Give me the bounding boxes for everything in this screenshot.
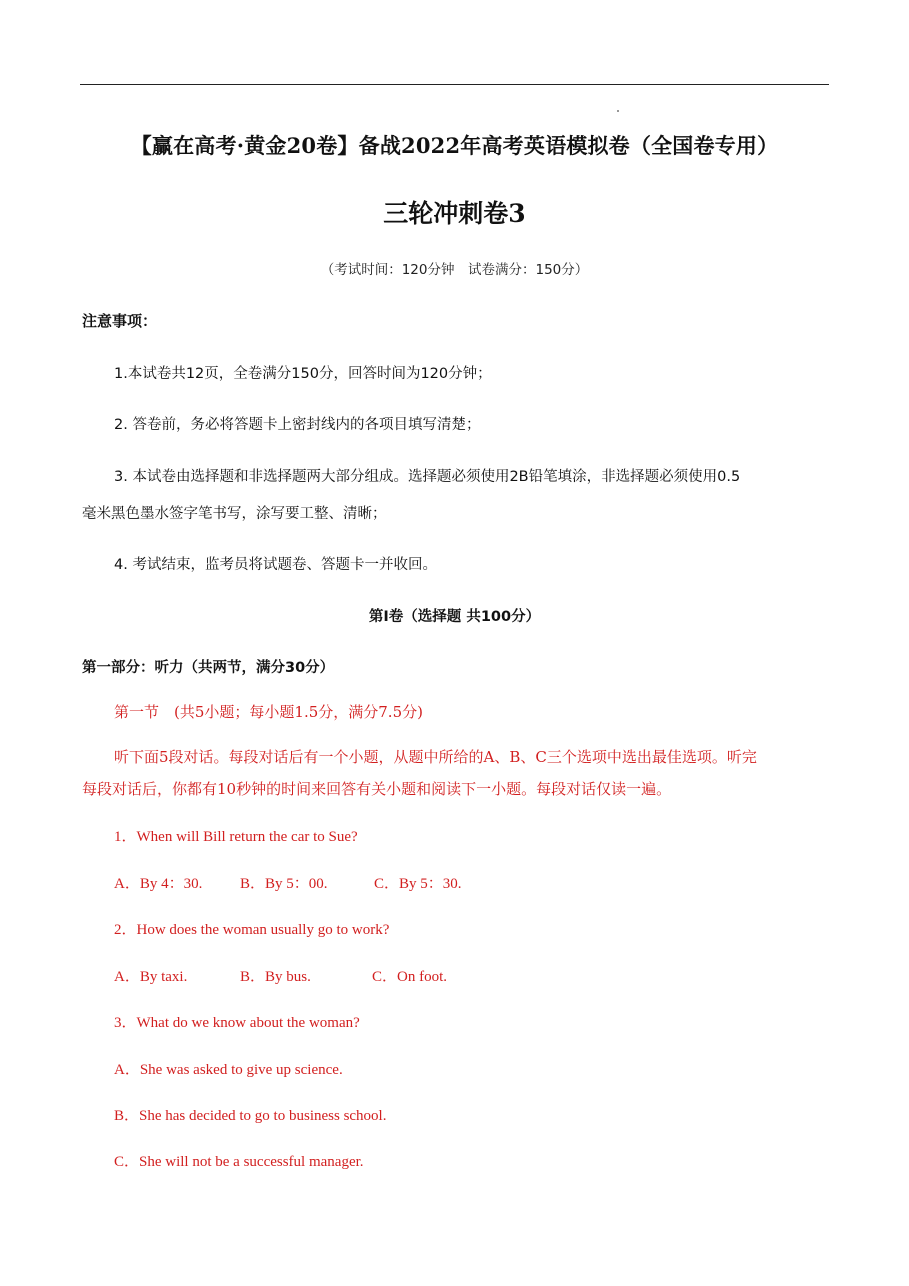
question-2-option-b: B．By bus. bbox=[240, 969, 311, 985]
instructions-line-1: 听下面5段对话。每段对话后有一个小题，从题中所给的A、B、C三个选项中选出最佳选项。听完 bbox=[114, 748, 757, 766]
header-rule bbox=[80, 84, 829, 85]
instructions-line-2: 每段对话后，你都有10秒钟的时间来回答有关小题和阅读下一小题。每段对话仅读一遍。 bbox=[82, 780, 672, 798]
question-2-option-a: A．By taxi. bbox=[114, 969, 188, 985]
question-3-option-c: C．She will not be a successful manager. bbox=[114, 1154, 364, 1170]
stray-mark bbox=[617, 110, 619, 112]
notes-heading: 注意事项： bbox=[82, 312, 158, 330]
question-1-option-b: B．By 5：00. bbox=[240, 876, 328, 892]
question-2-stem: 2．How does the woman usually go to work? bbox=[114, 922, 390, 938]
note-item-2: 2. 答卷前，务必将答题卡上密封线内的各项目填写清楚； bbox=[114, 417, 481, 433]
question-1-option-c: C．By 5：30. bbox=[374, 876, 462, 892]
part-title: 第一部分：听力（共两节，满分30分） bbox=[82, 660, 335, 676]
note-item-3-continued: 毫米黑色墨水签字笔书写，涂写要工整、清晰； bbox=[82, 506, 387, 522]
exam-info: （考试时间：120分钟 试卷满分：150分） bbox=[320, 262, 589, 278]
question-2-option-c: C．On foot. bbox=[372, 969, 448, 985]
document-title: 【赢在高考·黄金20卷】备战2022年高考英语模拟卷（全国卷专用） bbox=[130, 133, 779, 158]
note-item-1: 1.本试卷共12页，全卷满分150分，回答时间为120分钟； bbox=[114, 366, 492, 382]
question-3-option-b: B．She has decided to go to business school. bbox=[114, 1108, 387, 1124]
document-subtitle: 三轮冲刺卷3 bbox=[383, 199, 526, 228]
note-item-4: 4. 考试结束，监考员将试题卷、答题卡一并收回。 bbox=[114, 557, 437, 573]
volume-title: 第I卷（选择题 共100分） bbox=[368, 609, 541, 625]
question-1-option-a: A．By 4：30. bbox=[114, 876, 203, 892]
question-1-stem: 1．When will Bill return the car to Sue? bbox=[114, 829, 358, 845]
question-3-option-a: A．She was asked to give up science. bbox=[114, 1062, 343, 1078]
note-item-3: 3. 本试卷由选择题和非选择题两大部分组成。选择题必须使用2B铅笔填涂，非选择题必须使用0.5 bbox=[114, 469, 741, 485]
question-3-stem: 3．What do we know about the woman? bbox=[114, 1015, 360, 1031]
subsection-title: 第一节 (共5小题；每小题1.5分，满分7.5分) bbox=[114, 703, 423, 721]
